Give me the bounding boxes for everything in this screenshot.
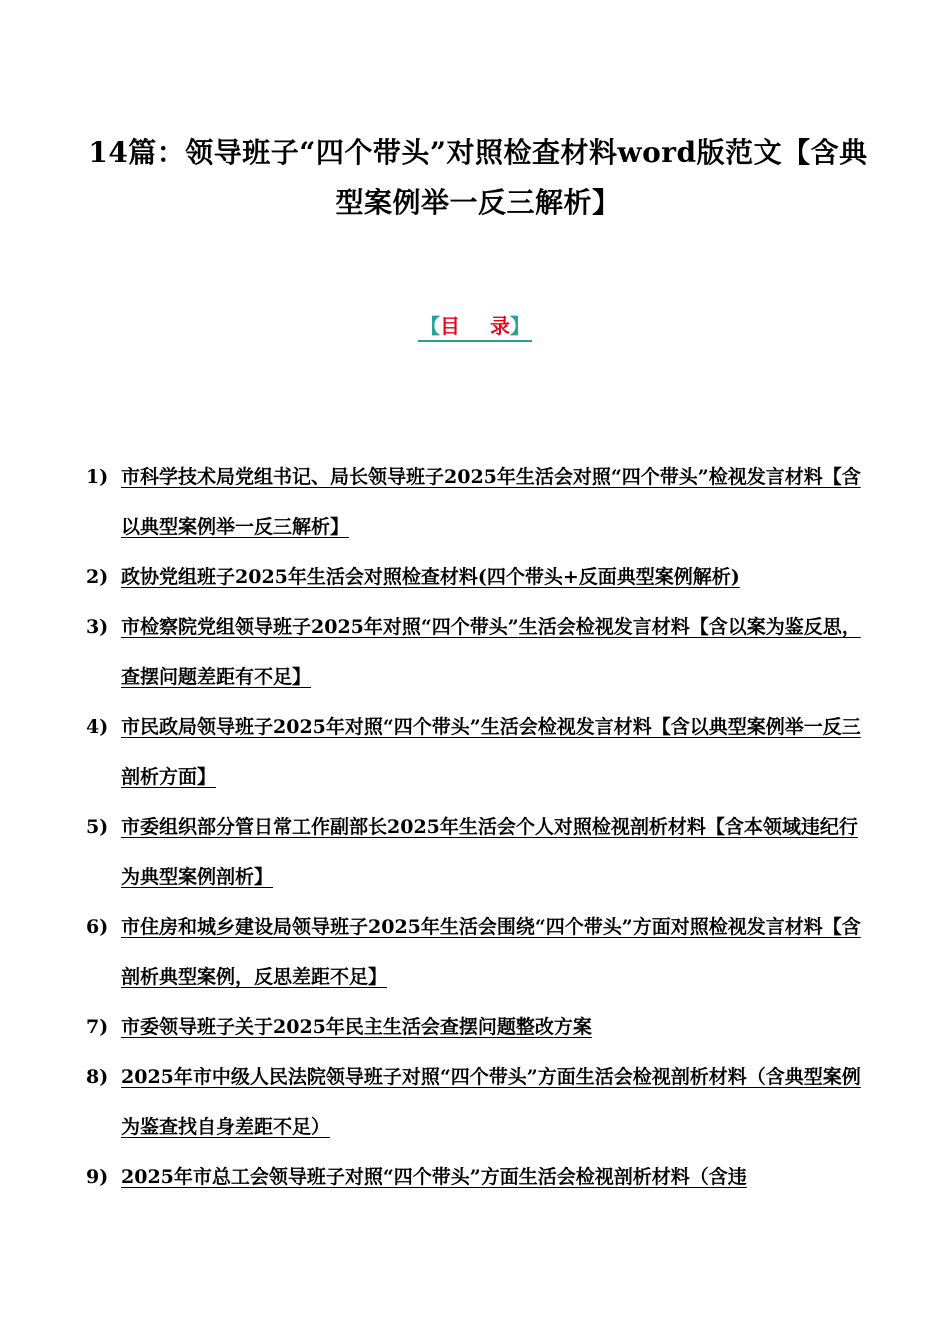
toc-item-number: 1) xyxy=(86,466,109,488)
toc-item-number: 6) xyxy=(86,916,109,938)
toc-item[interactable] xyxy=(86,702,866,802)
toc-word-lu: 录 xyxy=(490,314,510,338)
toc-item-number: 3) xyxy=(86,616,109,638)
toc-item-link[interactable]: 市民政局领导班子2025年对照“四个带头”生活会检视发言材料【含以典型案例举一反三剖析方面】 xyxy=(121,716,861,788)
toc-item[interactable] xyxy=(86,1152,866,1202)
toc-item-link[interactable]: 2025年市中级人民法院领导班子对照“四个带头”方面生活会检视剖析材料（含典型案例为鉴查找自身差距不足） xyxy=(121,1066,861,1138)
toc-item-link[interactable]: 市委领导班子关于2025年民主生活会查摆问题整改方案 xyxy=(121,1016,592,1038)
toc-item[interactable] xyxy=(86,1052,866,1152)
toc-item-number: 4) xyxy=(86,716,109,738)
toc-item[interactable] xyxy=(86,802,866,902)
toc-item-number: 2) xyxy=(86,566,109,588)
toc-item-link[interactable]: 市住房和城乡建设局领导班子2025年生活会围绕“四个带头”方面对照检视发言材料【含剖析典型案例，反思差距不足】 xyxy=(121,916,861,988)
toc-item-link[interactable]: 市科学技术局党组书记、局长领导班子2025年生活会对照“四个带头”检视发言材料【含以典型案例举一反三解析】 xyxy=(121,466,861,538)
toc-item[interactable] xyxy=(86,452,866,552)
toc-item-number: 5) xyxy=(86,816,109,838)
toc-item-link[interactable]: 2025年市总工会领导班子对照“四个带头”方面生活会检视剖析材料（含违 xyxy=(121,1166,747,1188)
toc-item[interactable] xyxy=(86,1002,866,1052)
toc-item-link[interactable]: 市检察院党组领导班子2025年对照“四个带头”生活会检视发言材料【含以案为鉴反思，查摆问题差距有不足】 xyxy=(121,616,861,688)
toc-item[interactable] xyxy=(86,552,866,602)
toc-item-number: 7) xyxy=(86,1016,109,1038)
toc-item-link[interactable]: 政协党组班子2025年生活会对照检查材料(四个带头+反面典型案例解析) xyxy=(121,566,740,588)
toc-heading-link[interactable] xyxy=(418,312,532,342)
document-title: 14篇：领导班子“四个带头”对照检查材料word版范文【含典型案例举一反三解析】 xyxy=(88,136,868,219)
toc-item[interactable] xyxy=(86,602,866,702)
toc-word-mu: 目 xyxy=(440,314,460,338)
toc-open-bracket: 【 xyxy=(420,314,440,338)
toc-heading[interactable] xyxy=(0,312,950,342)
toc-list xyxy=(86,452,866,1202)
toc-item-number: 8) xyxy=(86,1066,109,1088)
toc-item-number: 9) xyxy=(86,1166,109,1188)
toc-item-link[interactable]: 市委组织部分管日常工作副部长2025年生活会个人对照检视剖析材料【含本领域违纪行为典型案例剖析】 xyxy=(121,816,858,888)
toc-close-bracket: 】 xyxy=(510,314,530,338)
toc-item[interactable] xyxy=(86,902,866,1002)
